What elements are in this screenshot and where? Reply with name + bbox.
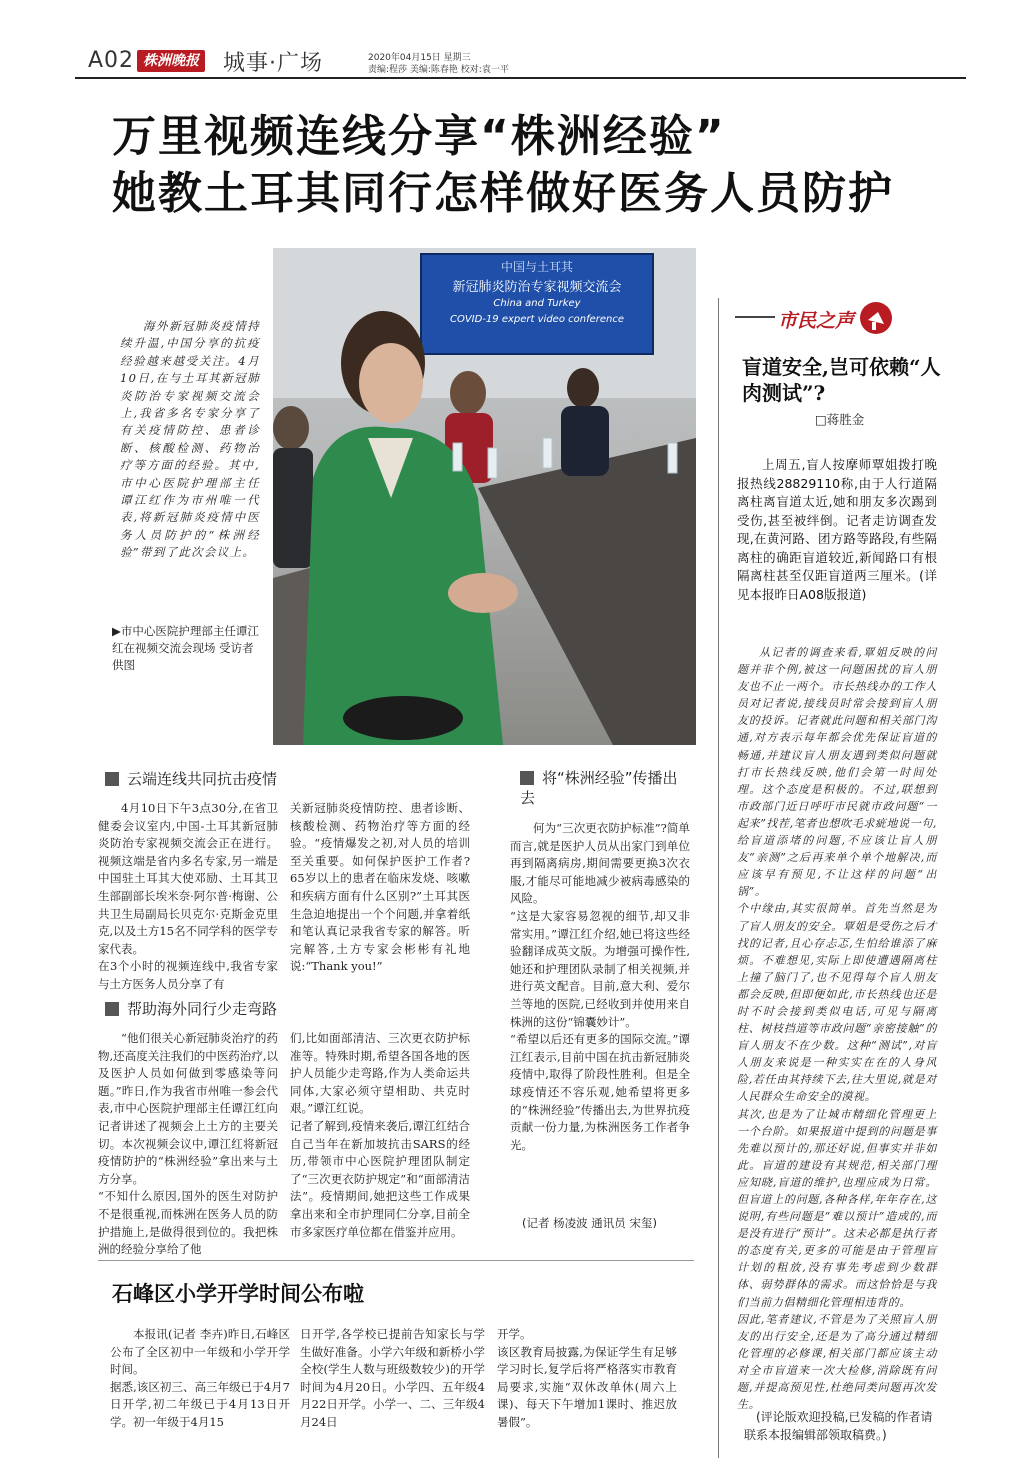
section1-heading (105, 768, 277, 789)
school-col3: 开学。 该区教育局披露,为保证学生有足够学习时长,复学后将严格落实市教育局要求,实施“双休改单休(周六上课)、每天下午增加1课时、推迟放暑假”。 (497, 1327, 677, 1429)
opinion-footer: (评论版欢迎投稿,已发稿的作者请联系本报编辑部领取稿费。) (744, 1410, 933, 1442)
section2-col1: “他们很关心新冠肺炎治疗的药物,还高度关注我们的中医药治疗,以及医护人员如何做到零感染等问题。”昨日,作为我省市州唯一参会代表,市中心医院护理部主任谭江红向记者讲述了视频会上土方的主要关切。本次视频会议中,谭江红将新冠疫情防护的“株洲经验”拿出来与土方分享。 “不知什么原因,国外的医生对防护不是很重视,而株洲在医务人员的防护措施上,是做得很到位的。我把株洲的经验分享给了他 (98, 1031, 278, 1257)
section1-marker (105, 772, 119, 786)
section2-marker (105, 1002, 119, 1016)
section3-title: 将“株洲经验”传播出去 (520, 769, 678, 807)
section1-col2: 关新冠肺炎疫情防控、患者诊断、核酸检测、药物治疗等方面的经验。“疫情爆发之初,对人员的培训至关重要。如何保护医护工作者?65岁以上的患者在临床发烧、咳嗽和疾病方面有什么区别?”土耳其医生急迫地提出一个个问题,并拿着纸和笔认真记录我省专家的解答。听完解答,土方专家会彬彬有礼地说:“Thank you!” (290, 801, 470, 974)
section2-heading (105, 998, 277, 1019)
opinion-lead-para: 上周五,盲人按摩师覃姐拨打晚报热线28829110称,由于人行道隔离柱离盲道太近,她和朋友多次踢到受伤,甚至被绊倒。记者走访调查发现,在黄河路、团方路等路段,有些隔离柱的确距盲道较近,新闻路口有根隔离柱甚至仅距盲道两三厘米。(详见本报昨日A08版报道) (737, 457, 937, 602)
paper-logo-text: 株洲晚报 (143, 53, 199, 69)
opinion-author: □蒋胜金 (815, 412, 865, 427)
news-photo (273, 248, 696, 745)
school-headline: 石峰区小学开学时间公布啦 (112, 1281, 364, 1306)
opinion-column-rule (718, 298, 719, 1458)
date-line: 2020年04月15日 星期三 (368, 53, 471, 63)
school-divider (98, 1260, 694, 1261)
school-col2: 日开学,各学校已提前告知家长与学生做好准备。小学六年级和新桥小学全校(学生人数与班级数较少)的开学时间为4月20日。小学四、五年级4月22日开学。小学一、二、三年级4月24日 (300, 1327, 485, 1429)
section1-title: 云端连线共同抗击疫情 (127, 770, 278, 788)
screen-line-1: 中国与土耳其 (500, 260, 573, 274)
lead-headline-1: 万里视频连线分享“株洲经验” (112, 111, 726, 162)
screen-line-3: China and Turkey (493, 298, 581, 309)
lead-byline: (记者 杨凌波 通讯员 宋玺) (522, 1216, 657, 1230)
section3-marker (520, 771, 534, 785)
section2-col2: 们,比如面部清洁、三次更衣防护标准等。特殊时期,希望各国各地的医护人员能少走弯路,作为人类命运共同体,大家必须守望相助、共克时艰。”谭江红说。 记者了解到,疫情来袭后,谭江红结合自己当年在新加坡抗击SARS的经历,带领市中心医院护理团队制定了“三次更衣防护规定”和“面部清洁法”。疫情期间,她把这些工作成果拿出来和全市护理同仁分享,目前全市多家医疗单位都在借鉴并应用。 (290, 1031, 470, 1239)
opinion-logo (778, 300, 898, 336)
header-rule (75, 77, 966, 79)
section3-heading (520, 768, 690, 808)
opinion-body: 从记者的调查来看,覃姐反映的问题并非个例,被这一问题困扰的盲人朋友也不止一两个。市长热线办的工作人员对记者说,接线员时常会接到盲人朋友的投诉。记者就此问题和相关部门沟通,对方表示每年都会优先保证盲道的畅通,并建议盲人朋友遇到类似问题就打市长热线反映,他们会第一时间处理。这个态度是积极的。不过,联想到市政部门近日呼吁市民就市政问题“一起来”找茬,笔者也想吹毛求疵地说一句,给盲道添堵的问题,不应该让盲人朋友“亲测”之后再来单个单个地解决,而应该早有预见,不让这样的问题“出锅”。 个中缘由,其实很简单。首先当然是为了盲人朋友的安全。覃姐是受伤之后才找的记者,且心存忐忑,生怕给谁添了麻烦。不难想见,实际上即使遭遇隔离柱上撞了脑门了,也不见得每个盲人朋友都会反映,但即便如此,市长热线也还是时不时会接到类似电话,可见与隔离柱、树枝挡道等市政问题“亲密接触”的盲人朋友不在少数。这种“测试”,对盲人朋友来说是一种实实在在的人身风险,若任由其持续下去,往大里说,就是对人民群众生命安全的漠视。 其次,也是为了让城市精细化管理更上一个台阶。如果报道中提到的问题是事先难以预计的,那还好说,但事实并非如此。盲道的建设有其规范,相关部门理应知晓,盲道的维护,也理应成为日常。但盲道上的问题,各种各样,年年存在,这说明,有些问题是“难以预计”造成的,而是没有进行“预计”。这未必都是执行者的态度有关,更多的可能是由于管理盲计划的粗放,没有事先考虑到少数群体、弱势群体的需求。而这恰恰是与我们当前力倡精细化管理相违背的。 因此,笔者建议,不管是为了关照盲人朋友的出行安全,还是为了高分通过精细化管理的必修课,相关部门都应该主动对全市盲道来一次大检修,消除既有问题,并提高预见性,杜绝同类问题再次发生。 (737, 646, 938, 1412)
opinion-top-rule (735, 316, 775, 318)
section3-text: 何为“三次更衣防护标准”?简单而言,就是医护人员从出家门到单位再到隔离病房,期间需要更换3次衣服,才能尽可能地减少被病毒感染的风险。 “这是大家容易忽视的细节,却又非常实用。”谭江红介绍,她已将这些经验翻译成英文版。为增强可操作性,她还和护理团队录制了相关视频,并进行英文配音。目前,意大利、爱尔兰等地的医院,已经收到并使用来自株洲的这份“锦囊妙计”。 “希望以后还有更多的国际交流。”谭江红表示,目前中国在抗击新冠肺炎疫情中,取得了阶段性胜利。但是全球疫情还不容乐观,她希望将更多的“株洲经验”传播出去,为世界抗疫贡献一份力量,为株洲医务工作者争光。 (510, 821, 690, 1152)
section2-title: 帮助海外同行少走弯路 (127, 1000, 278, 1018)
photo-caption: ▶市中心医院护理部主任谭江红在视频交流会现场 受访者供图 (112, 624, 259, 672)
lead-intro: 海外新冠肺炎疫情持续升温,中国分享的抗疫经验越来越受关注。4月10日,在与土耳其新冠肺炎防治专家视频交流会上,我省多名专家分享了有关疫情防控、患者诊断、核酸检测、药物治疗等方面的经验。其中,市中心医院护理部主任谭江红作为市州唯一代表,将新冠肺炎疫情中医务人员防护的“株洲经验”带到了此次会议上。 (120, 319, 260, 560)
section-name: 城事·广场 (223, 51, 323, 76)
editor-line: 责编:程莎 美编:陈春艳 校对:袁一平 (368, 65, 509, 75)
paper-logo (137, 50, 205, 72)
page-number: A02 (88, 48, 135, 73)
megaphone-icon (858, 300, 894, 336)
screen-line-2: 新冠肺炎防治专家视频交流会 (452, 280, 622, 295)
opinion-headline: 盲道安全,岂可依赖“人肉测试”? (742, 355, 941, 405)
school-col1: 本报讯(记者 李卉)昨日,石峰区公布了全区初中一年级和小学开学时间。 据悉,该区初三、高三年级已于4月7日开学,初二年级已于4月13日开学。初一年级于4月15 (110, 1327, 290, 1429)
section1-col1: 4月10日下午3点30分,在省卫健委会议室内,中国-土耳其新冠肺炎防治专家视频交流会正在进行。视频这端是省内多名专家,另一端是中国驻土耳其大使邓励、土耳其卫生部副部长埃米奈·阿尔普·梅谢、公共卫生局副局长贝克尔·克斯金克里克,以及土方15名不同学科的医学专家代表。 在3个小时的视频连线中,我省专家与土方医务人员分享了有 (98, 801, 278, 991)
screen-line-4: COVID-19 expert video conference (449, 314, 624, 325)
lead-headline-2: 她教土耳其同行怎样做好医务人员防护 (112, 168, 894, 219)
opinion-logo-text: 市民之声 (778, 310, 855, 332)
